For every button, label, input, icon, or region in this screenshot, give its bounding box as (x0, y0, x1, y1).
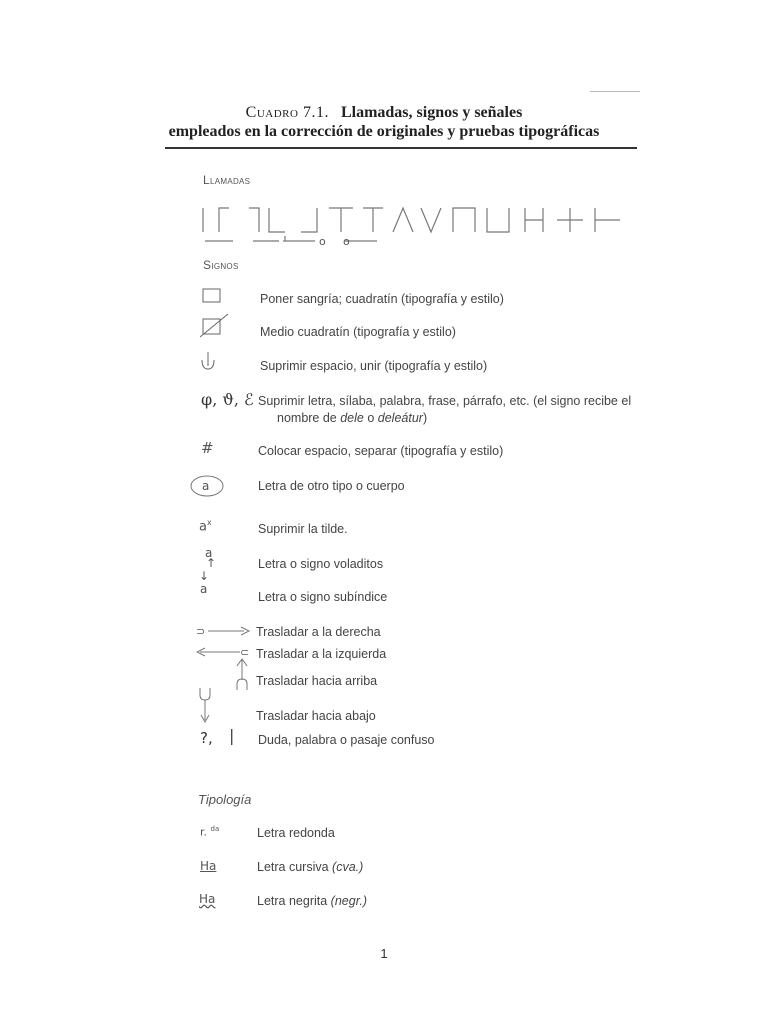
signo-text-1: Poner sangría; cuadratín (tipografía y estilo) (260, 292, 504, 306)
move-right-icon (196, 624, 254, 638)
signo-text-7: Suprimir la tilde. (258, 522, 348, 536)
top-rule (590, 91, 640, 92)
join-hook-icon (200, 350, 216, 372)
table-title (0, 104, 768, 122)
page-number: 1 (380, 946, 388, 961)
llamada-o-1: o (319, 235, 326, 248)
signo-text-2: Medio cuadratín (tipografía y estilo) (260, 325, 456, 339)
move-down-icon (198, 686, 214, 724)
up-arrow-icon: ↑ (206, 556, 217, 570)
duda-symbol: ?, (200, 729, 213, 747)
signo-text-11: Trasladar a la izquierda (256, 647, 387, 661)
title-rule (165, 147, 637, 149)
signo-text-13: Trasladar hacia abajo (256, 709, 376, 723)
llamadas-marks-strip (195, 200, 625, 250)
llamada-o-2: o (343, 235, 350, 248)
voladito-letter: a (205, 546, 213, 560)
crossed-square-icon (200, 313, 230, 339)
tipo-text-3: Letra negrita (negr.) (257, 894, 368, 908)
cursiva-symbol: Ha (200, 859, 217, 873)
svg-text:⊃: ⊃ (196, 625, 206, 638)
move-up-icon (234, 658, 250, 692)
section-tipologia: Tipología (198, 792, 252, 807)
signo-text-8: Letra o signo voladitos (258, 557, 384, 571)
title-line2: empleados en la corrección de originales y pruebas tipográficas (168, 123, 600, 140)
signo-text-4b: nombre de dele o deleátur) (277, 411, 428, 425)
suprimir-tilde-symbol: $a^x$ (199, 518, 212, 535)
section-llamadas: Llamadas (203, 173, 251, 187)
signo-text-9: Letra o signo subíndice (258, 590, 388, 604)
title-line1: Llamadas, signos y señales (340, 104, 523, 121)
section-signos: Signos (203, 258, 239, 272)
negrita-symbol: Ha (199, 892, 216, 906)
dele-symbol: φ, ϑ, ℰ (201, 390, 254, 409)
tipo-text-2: Letra cursiva (cva.) (257, 860, 364, 874)
signo-text-14: Duda, palabra o pasaje confuso (258, 733, 435, 747)
subindice-letter: a (200, 582, 208, 596)
signo-text-6: Letra de otro tipo o cuerpo (258, 479, 405, 493)
hash-symbol: # (201, 439, 214, 457)
signo-text-5: Colocar espacio, separar (tipografía y estilo) (258, 444, 504, 458)
signo-text-10: Trasladar a la derecha (256, 625, 381, 639)
signo-text-4: Suprimir letra, sílaba, palabra, frase, párrafo, etc. (el signo recibe el (258, 394, 632, 408)
circled-letter: a (202, 479, 210, 493)
move-left-icon (196, 645, 254, 659)
duda-bar: | (229, 726, 235, 745)
redonda-symbol: r. $^{da}$ (200, 825, 220, 839)
down-arrow-icon: ↓ (199, 569, 210, 583)
square-icon (202, 288, 222, 304)
signo-text-12: Trasladar hacia arriba (256, 674, 378, 688)
tipo-text-1: Letra redonda (257, 826, 335, 840)
svg-text:⊂: ⊂ (240, 646, 250, 659)
caption-label: Cuadro 7.1. (245, 104, 329, 121)
signo-text-3: Suprimir espacio, unir (tipografía y estilo) (260, 359, 488, 373)
